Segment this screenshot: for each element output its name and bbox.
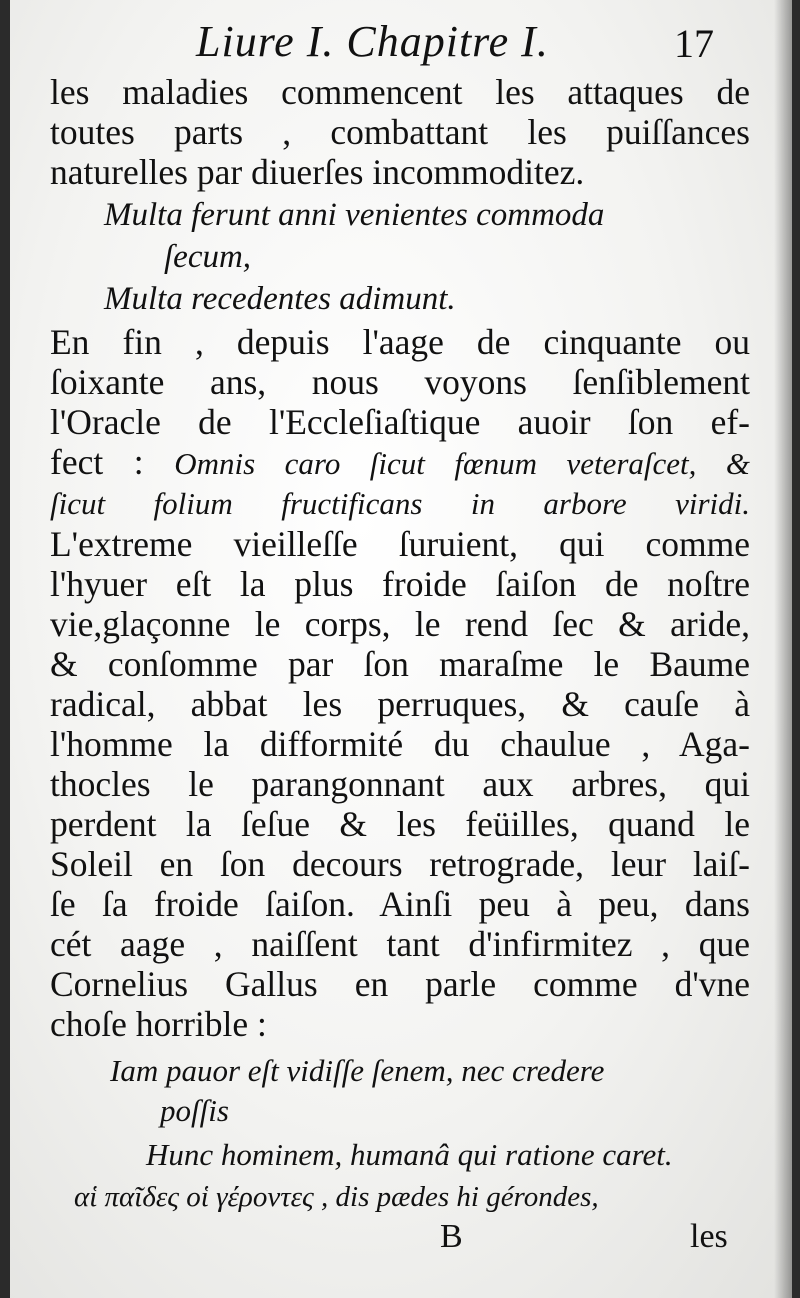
page-edge-shadow (774, 0, 792, 1298)
verse-line: Hunc hominem, humanâ qui ratione caret. (146, 1137, 673, 1172)
book-page (10, 0, 792, 1298)
text-segment: fect : (50, 442, 175, 482)
text-line: toutes parts , combattant les puiſſances (50, 112, 750, 152)
latin-quotation: Omnis caro ſicut fœnum veteraſcet, & (174, 446, 750, 481)
text-line: ſoixante ans, nous voyons ſenſiblement (50, 362, 750, 402)
text-line: & conſomme par ſon maraſme le Baume (50, 644, 750, 684)
text-line: cét aage , naiſſent tant d'infirmitez , que (50, 924, 750, 964)
verse-line: Multa ferunt anni venientes commoda (104, 197, 605, 233)
verse-line: Iam pauor eſt vidiſſe ſenem, nec credere (110, 1053, 605, 1088)
text-line: les maladies commencent les attaques de (50, 72, 750, 112)
verse-line: poſſis (160, 1093, 229, 1128)
running-head (10, 12, 792, 76)
running-head-title: Liure I. Chapitre I. (196, 17, 549, 66)
text-line: perdent la ſeſue & les feüilles, quand le (50, 804, 750, 844)
verse-line: Multa recedentes adimunt. (104, 281, 456, 317)
text-line: vie,glaçonne le corps, le rend ſec & aride, (50, 604, 750, 644)
catchword: les (690, 1218, 728, 1255)
text-line: l'hyuer eſt la plus froide ſaiſon de noſtre (50, 564, 750, 604)
signature-mark: B (440, 1218, 463, 1255)
text-line: Soleil en ſon decours retrograde, leur laiſ- (50, 844, 750, 884)
text-line: thocles le parangonnant aux arbres, qui (50, 764, 750, 804)
text-line: l'Oracle de l'Eccleſiaſtique auoir ſon ef- (50, 402, 750, 442)
text-line: En fin , depuis l'aage de cinquante ou (50, 322, 750, 362)
text-line: Cornelius Gallus en parle comme d'vne (50, 964, 750, 1004)
verse-line: ſecum, (164, 239, 252, 275)
text-line: ſe ſa froide ſaiſon. Ainſi peu à peu, dans (50, 884, 750, 924)
page-number: 17 (674, 21, 714, 66)
latin-quotation-line: ſicut folium fructificans in arbore viridi. (50, 486, 750, 521)
text-line: radical, abbat les perruques, & cauſe à (50, 684, 750, 724)
text-line: naturelles par diuerſes incommoditez. (50, 152, 585, 192)
text-line: l'homme la difformité du chaulue , Aga- (50, 724, 750, 764)
text-line: L'extreme vieilleſſe ſuruient, qui comme (50, 524, 750, 564)
text-line-mixed (50, 442, 750, 484)
text-line: choſe horrible : (50, 1004, 267, 1044)
verse-line-greek: αἱ παῖδες οἱ γέροντες , dis pædes hi gérondes, (74, 1181, 599, 1213)
